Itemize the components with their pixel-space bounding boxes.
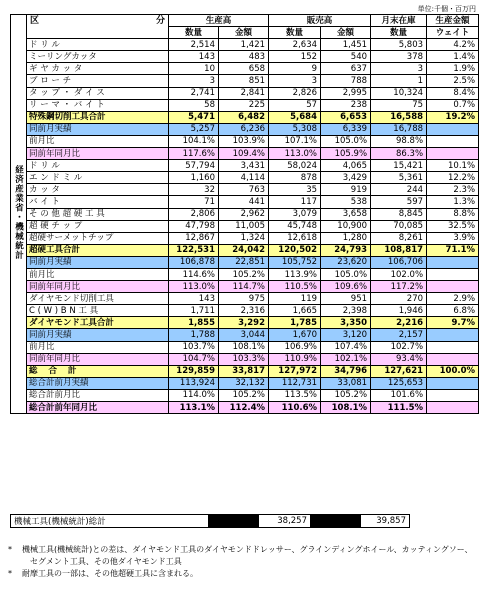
table-cell: 111.5% xyxy=(371,402,427,414)
row-label: 同前年同月比 xyxy=(27,281,169,293)
table-cell: 919 xyxy=(321,184,371,196)
table-cell: 1.4% xyxy=(427,51,479,63)
row-label: 超 硬 チ ッ プ xyxy=(27,220,169,232)
unit-note: 単位:千個・百万円 xyxy=(417,5,476,13)
production-amount-header: 生産金額 xyxy=(427,15,479,27)
table-cell: 100.0% xyxy=(427,365,479,377)
table-cell: 10,900 xyxy=(321,220,371,232)
table-cell: 1,670 xyxy=(269,329,321,341)
table-cell: 658 xyxy=(219,63,269,75)
table-cell: 33,081 xyxy=(321,377,371,389)
table-cell: 102.0% xyxy=(371,268,427,280)
table-cell: 57,794 xyxy=(169,160,219,172)
table-cell: 2.3% xyxy=(427,184,479,196)
table-cell: 108,817 xyxy=(371,244,427,256)
table-cell: 3 xyxy=(269,75,321,87)
table-cell: 8.8% xyxy=(427,208,479,220)
table-cell: 110.5% xyxy=(269,281,321,293)
table-cell: 103.7% xyxy=(169,341,219,353)
table-cell: 3,044 xyxy=(219,329,269,341)
table-row xyxy=(11,63,479,75)
row-label: 超硬工具合計 xyxy=(27,244,169,256)
table-cell: 1,280 xyxy=(321,232,371,244)
weight-header: ウェイト xyxy=(427,27,479,39)
table-row xyxy=(11,208,479,220)
table-cell: 114.6% xyxy=(169,268,219,280)
table-cell: 3,350 xyxy=(321,317,371,329)
table-cell: 2.5% xyxy=(427,75,479,87)
table-cell: 113.9% xyxy=(269,268,321,280)
footnote-text: 耐摩工具の一部は、その他超硬工具に含まれる。 xyxy=(22,569,198,578)
sales-amt-header: 金額 xyxy=(321,27,371,39)
table-cell: 6,653 xyxy=(321,111,371,123)
production-header: 生産高 xyxy=(169,15,269,27)
table-cell: 120,502 xyxy=(269,244,321,256)
table-row xyxy=(11,148,479,160)
table-cell: 24,793 xyxy=(321,244,371,256)
table-cell: 951 xyxy=(321,293,371,305)
table-cell: 34,796 xyxy=(321,365,371,377)
row-label: 同前月実績 xyxy=(27,123,169,135)
table-cell: 6,482 xyxy=(219,111,269,123)
footnote-text: 機械工具(機械統計)との差は、ダイヤモンド工具のダイヤモンドドレッサー、グラインディングホイール、カッティングソー、 xyxy=(22,545,473,554)
statistics-grid xyxy=(10,14,479,414)
table-cell: 105,752 xyxy=(269,256,321,268)
row-label: 総 合 計 xyxy=(27,365,169,377)
side-label: 経済産業省・機械統計 xyxy=(11,15,27,414)
table-cell: 152 xyxy=(269,51,321,63)
table-cell: 16,588 xyxy=(371,111,427,123)
table-row xyxy=(11,353,479,365)
table-cell: 9 xyxy=(269,63,321,75)
table-cell: 114.7% xyxy=(219,281,269,293)
table-row xyxy=(11,268,479,280)
table-cell: 35 xyxy=(269,184,321,196)
table-cell: 2,634 xyxy=(269,39,321,51)
machine-tools-total-table xyxy=(10,514,361,528)
table-cell: 93.4% xyxy=(371,353,427,365)
table-cell: 106,878 xyxy=(169,256,219,268)
table-row xyxy=(11,87,479,99)
table-cell: 5,257 xyxy=(169,123,219,135)
table-cell xyxy=(427,402,479,414)
table-cell: 2,514 xyxy=(169,39,219,51)
table-cell: 129,859 xyxy=(169,365,219,377)
row-label: C ( W ) B N 工 具 xyxy=(27,305,169,317)
table-cell: 11,005 xyxy=(219,220,269,232)
table-cell: 3,429 xyxy=(321,172,371,184)
table-row xyxy=(11,123,479,135)
table-cell: 108.1% xyxy=(321,402,371,414)
table-cell: 122,531 xyxy=(169,244,219,256)
table-cell: 45,748 xyxy=(269,220,321,232)
table-cell xyxy=(427,329,479,341)
table-cell: 105.9% xyxy=(321,148,371,160)
table-cell: 143 xyxy=(169,293,219,305)
table-cell: 24,042 xyxy=(219,244,269,256)
table-cell: 441 xyxy=(219,196,269,208)
table-cell: 107.4% xyxy=(321,341,371,353)
sales-qty-header: 数量 xyxy=(269,27,321,39)
table-cell: 113,924 xyxy=(169,377,219,389)
table-cell: 2,316 xyxy=(219,305,269,317)
table-cell: 5,471 xyxy=(169,111,219,123)
row-label: 同前年同月比 xyxy=(27,353,169,365)
table-cell: 2,826 xyxy=(269,87,321,99)
table-cell xyxy=(427,377,479,389)
table-row xyxy=(11,377,479,389)
table-cell: 1.9% xyxy=(427,63,479,75)
footnote-bullet: * xyxy=(8,545,12,554)
table-cell: 112,731 xyxy=(269,377,321,389)
table-cell: 6,236 xyxy=(219,123,269,135)
table-cell: 32 xyxy=(169,184,219,196)
table-row xyxy=(11,389,479,401)
row-label: カ ッ タ xyxy=(27,184,169,196)
table-row xyxy=(11,232,479,244)
table-row xyxy=(11,220,479,232)
table-row xyxy=(11,51,479,63)
table-cell: 127,972 xyxy=(269,365,321,377)
table-cell: 597 xyxy=(371,196,427,208)
table-row xyxy=(11,305,479,317)
table-cell: 12,618 xyxy=(269,232,321,244)
table-row xyxy=(11,329,479,341)
table-cell: 1,665 xyxy=(269,305,321,317)
table-cell: 71.1% xyxy=(427,244,479,256)
table-cell: 483 xyxy=(219,51,269,63)
table-row xyxy=(11,341,479,353)
row-label: 前月比 xyxy=(27,135,169,147)
table-cell: 22,851 xyxy=(219,256,269,268)
table-row xyxy=(11,160,479,172)
table-cell: 105.2% xyxy=(219,268,269,280)
table-cell: 19.2% xyxy=(427,111,479,123)
table-cell: 58 xyxy=(169,99,219,111)
table-cell: 6,339 xyxy=(321,123,371,135)
table-cell: 105.2% xyxy=(321,389,371,401)
table-cell: 47,798 xyxy=(169,220,219,232)
table-cell: 225 xyxy=(219,99,269,111)
table-cell: 6.8% xyxy=(427,305,479,317)
table-cell: 103.3% xyxy=(219,353,269,365)
row-label: 前月比 xyxy=(27,268,169,280)
table-cell xyxy=(427,123,479,135)
stock-header: 月末在庫 xyxy=(371,15,427,27)
tool-production-table xyxy=(10,14,478,414)
table-cell: 113.0% xyxy=(169,281,219,293)
row-label: ギ ヤ カ ッ タ xyxy=(27,63,169,75)
table-cell: 4,065 xyxy=(321,160,371,172)
table-cell: 104.7% xyxy=(169,353,219,365)
table-cell: 5,803 xyxy=(371,39,427,51)
table-cell: 113.0% xyxy=(269,148,321,160)
row-label: ミーリングカッタ xyxy=(27,51,169,63)
table-cell: 33,817 xyxy=(219,365,269,377)
table-cell: 5,361 xyxy=(371,172,427,184)
machine-production-amount: 38,257 xyxy=(259,515,311,528)
table-cell: 109.4% xyxy=(219,148,269,160)
table-cell: 2,806 xyxy=(169,208,219,220)
table-cell: 106,706 xyxy=(371,256,427,268)
table-cell: 763 xyxy=(219,184,269,196)
row-label: タ ッ プ ・ ダ イ ス xyxy=(27,87,169,99)
table-cell: 3,079 xyxy=(269,208,321,220)
table-cell: 2,398 xyxy=(321,305,371,317)
table-row xyxy=(11,172,479,184)
table-cell: 127,621 xyxy=(371,365,427,377)
header-row-1 xyxy=(11,15,479,27)
table-cell xyxy=(427,135,479,147)
table-row xyxy=(11,75,479,87)
table-cell: 1,421 xyxy=(219,39,269,51)
table-cell: 113.5% xyxy=(269,389,321,401)
table-cell: 3 xyxy=(169,75,219,87)
footnote-bullet: * xyxy=(8,569,12,578)
row-label: ド リ ル xyxy=(27,160,169,172)
table-row xyxy=(11,256,479,268)
table-cell: 5,684 xyxy=(269,111,321,123)
row-label: ド リ ル xyxy=(27,39,169,51)
table-row xyxy=(11,39,479,51)
table-row xyxy=(11,317,479,329)
table-cell: 1,946 xyxy=(371,305,427,317)
table-cell: 108.1% xyxy=(219,341,269,353)
row-label: ブ ロ ー チ xyxy=(27,75,169,87)
machine-sales-amount: 39,857 xyxy=(361,515,410,528)
table-cell: 105.2% xyxy=(219,389,269,401)
table-cell: 851 xyxy=(219,75,269,87)
table-cell: 4,114 xyxy=(219,172,269,184)
table-cell: 86.3% xyxy=(371,148,427,160)
table-cell: 58,024 xyxy=(269,160,321,172)
table-cell: 8.4% xyxy=(427,87,479,99)
table-cell: 101.6% xyxy=(371,389,427,401)
table-cell: 32,132 xyxy=(219,377,269,389)
table-cell: 1,785 xyxy=(269,317,321,329)
table-cell: 538 xyxy=(321,196,371,208)
table-row xyxy=(11,184,479,196)
table-cell: 110.9% xyxy=(269,353,321,365)
table-cell: 9.7% xyxy=(427,317,479,329)
table-row xyxy=(11,293,479,305)
table-cell: 8,261 xyxy=(371,232,427,244)
table-cell: 3,431 xyxy=(219,160,269,172)
table-cell: 1,160 xyxy=(169,172,219,184)
table-cell: 2,216 xyxy=(371,317,427,329)
table-row xyxy=(11,111,479,123)
machine-sales-table xyxy=(360,514,410,528)
table-cell: 788 xyxy=(321,75,371,87)
table-row xyxy=(11,281,479,293)
table-cell: 1 xyxy=(371,75,427,87)
table-cell: 104.1% xyxy=(169,135,219,147)
table-cell: 878 xyxy=(269,172,321,184)
table-cell: 975 xyxy=(219,293,269,305)
production-qty-header: 数量 xyxy=(169,27,219,39)
row-label: 前月比 xyxy=(27,341,169,353)
table-cell: 71 xyxy=(169,196,219,208)
table-cell: 10 xyxy=(169,63,219,75)
machine-total-label: 機械工具(機械統計)総計 xyxy=(11,515,209,528)
table-cell: 57 xyxy=(269,99,321,111)
row-label: 総合計前月比 xyxy=(27,389,169,401)
table-cell: 12,867 xyxy=(169,232,219,244)
row-label: 同前月実績 xyxy=(27,329,169,341)
table-cell: 2,741 xyxy=(169,87,219,99)
row-label: ダイヤモンド工具合計 xyxy=(27,317,169,329)
row-label: 同前月実績 xyxy=(27,256,169,268)
table-row xyxy=(11,135,479,147)
table-cell xyxy=(427,389,479,401)
table-cell: 112.4% xyxy=(219,402,269,414)
table-cell: 540 xyxy=(321,51,371,63)
table-cell: 8,845 xyxy=(371,208,427,220)
table-cell: 114.0% xyxy=(169,389,219,401)
table-cell: 15,421 xyxy=(371,160,427,172)
table-cell: 1,711 xyxy=(169,305,219,317)
table-cell: 117 xyxy=(269,196,321,208)
row-label: 総合計前年同月比 xyxy=(27,402,169,414)
table-cell: 117.2% xyxy=(371,281,427,293)
row-label: エ ン ド ミ ル xyxy=(27,172,169,184)
table-cell: 10,324 xyxy=(371,87,427,99)
table-row xyxy=(11,196,479,208)
table-cell: 109.6% xyxy=(321,281,371,293)
table-cell: 637 xyxy=(321,63,371,75)
table-cell: 32.5% xyxy=(427,220,479,232)
table-cell: 143 xyxy=(169,51,219,63)
table-cell: 103.9% xyxy=(219,135,269,147)
table-cell: 23,620 xyxy=(321,256,371,268)
row-label: リ ー マ ・ バ イ ト xyxy=(27,99,169,111)
row-label: バ イ ト xyxy=(27,196,169,208)
row-label: ダイヤモンド切削工具 xyxy=(27,293,169,305)
table-cell: 105.0% xyxy=(321,135,371,147)
category-header: 区 分 xyxy=(27,15,169,39)
table-cell: 3,292 xyxy=(219,317,269,329)
table-cell: 75 xyxy=(371,99,427,111)
table-cell xyxy=(427,256,479,268)
table-cell: 1,788 xyxy=(169,329,219,341)
table-cell: 2,962 xyxy=(219,208,269,220)
table-cell xyxy=(427,281,479,293)
table-row xyxy=(11,244,479,256)
table-cell: 5,308 xyxy=(269,123,321,135)
footnote-text: セグメント工具、その他ダイヤモンド工具 xyxy=(30,557,182,566)
table-cell: 244 xyxy=(371,184,427,196)
footnotes xyxy=(8,544,480,580)
table-cell: 3,658 xyxy=(321,208,371,220)
stock-qty-header: 数量 xyxy=(371,27,427,39)
table-cell: 102.1% xyxy=(321,353,371,365)
table-cell: 2.9% xyxy=(427,293,479,305)
table-cell: 1,451 xyxy=(321,39,371,51)
table-cell: 3 xyxy=(371,63,427,75)
table-cell: 119 xyxy=(269,293,321,305)
table-cell: 3.9% xyxy=(427,232,479,244)
table-cell: 1,324 xyxy=(219,232,269,244)
table-cell: 16,788 xyxy=(371,123,427,135)
table-row xyxy=(11,365,479,377)
table-cell: 3,120 xyxy=(321,329,371,341)
row-label: 同前年同月比 xyxy=(27,148,169,160)
table-cell xyxy=(427,353,479,365)
table-cell: 378 xyxy=(371,51,427,63)
sales-header: 販売高 xyxy=(269,15,371,27)
table-cell: 2,157 xyxy=(371,329,427,341)
table-cell: 270 xyxy=(371,293,427,305)
table-cell: 105.0% xyxy=(321,268,371,280)
table-cell xyxy=(427,341,479,353)
table-cell: 110.6% xyxy=(269,402,321,414)
production-amt-header: 金額 xyxy=(219,27,269,39)
table-cell: 125,653 xyxy=(371,377,427,389)
table-row xyxy=(11,99,479,111)
table-cell xyxy=(427,148,479,160)
table-cell: 98.8% xyxy=(371,135,427,147)
row-label: 総合計前月実績 xyxy=(27,377,169,389)
row-label: 特殊鋼切削工具合計 xyxy=(27,111,169,123)
table-cell: 10.1% xyxy=(427,160,479,172)
table-cell: 2,841 xyxy=(219,87,269,99)
row-label: 超硬サーメットチップ xyxy=(27,232,169,244)
table-cell: 102.7% xyxy=(371,341,427,353)
table-cell: 107.1% xyxy=(269,135,321,147)
table-cell: 117.6% xyxy=(169,148,219,160)
machine-blank-cell xyxy=(209,515,259,528)
table-cell: 238 xyxy=(321,99,371,111)
table-cell xyxy=(427,268,479,280)
table-row xyxy=(11,402,479,414)
table-cell: 113.1% xyxy=(169,402,219,414)
table-cell: 0.7% xyxy=(427,99,479,111)
table-cell: 4.2% xyxy=(427,39,479,51)
table-cell: 2,995 xyxy=(321,87,371,99)
table-cell: 106.9% xyxy=(269,341,321,353)
row-label: そ の 他 超 硬 工 具 xyxy=(27,208,169,220)
table-cell: 1.3% xyxy=(427,196,479,208)
table-cell: 12.2% xyxy=(427,172,479,184)
table-cell: 1,855 xyxy=(169,317,219,329)
machine-blank-cell xyxy=(311,515,361,528)
table-cell: 70,085 xyxy=(371,220,427,232)
